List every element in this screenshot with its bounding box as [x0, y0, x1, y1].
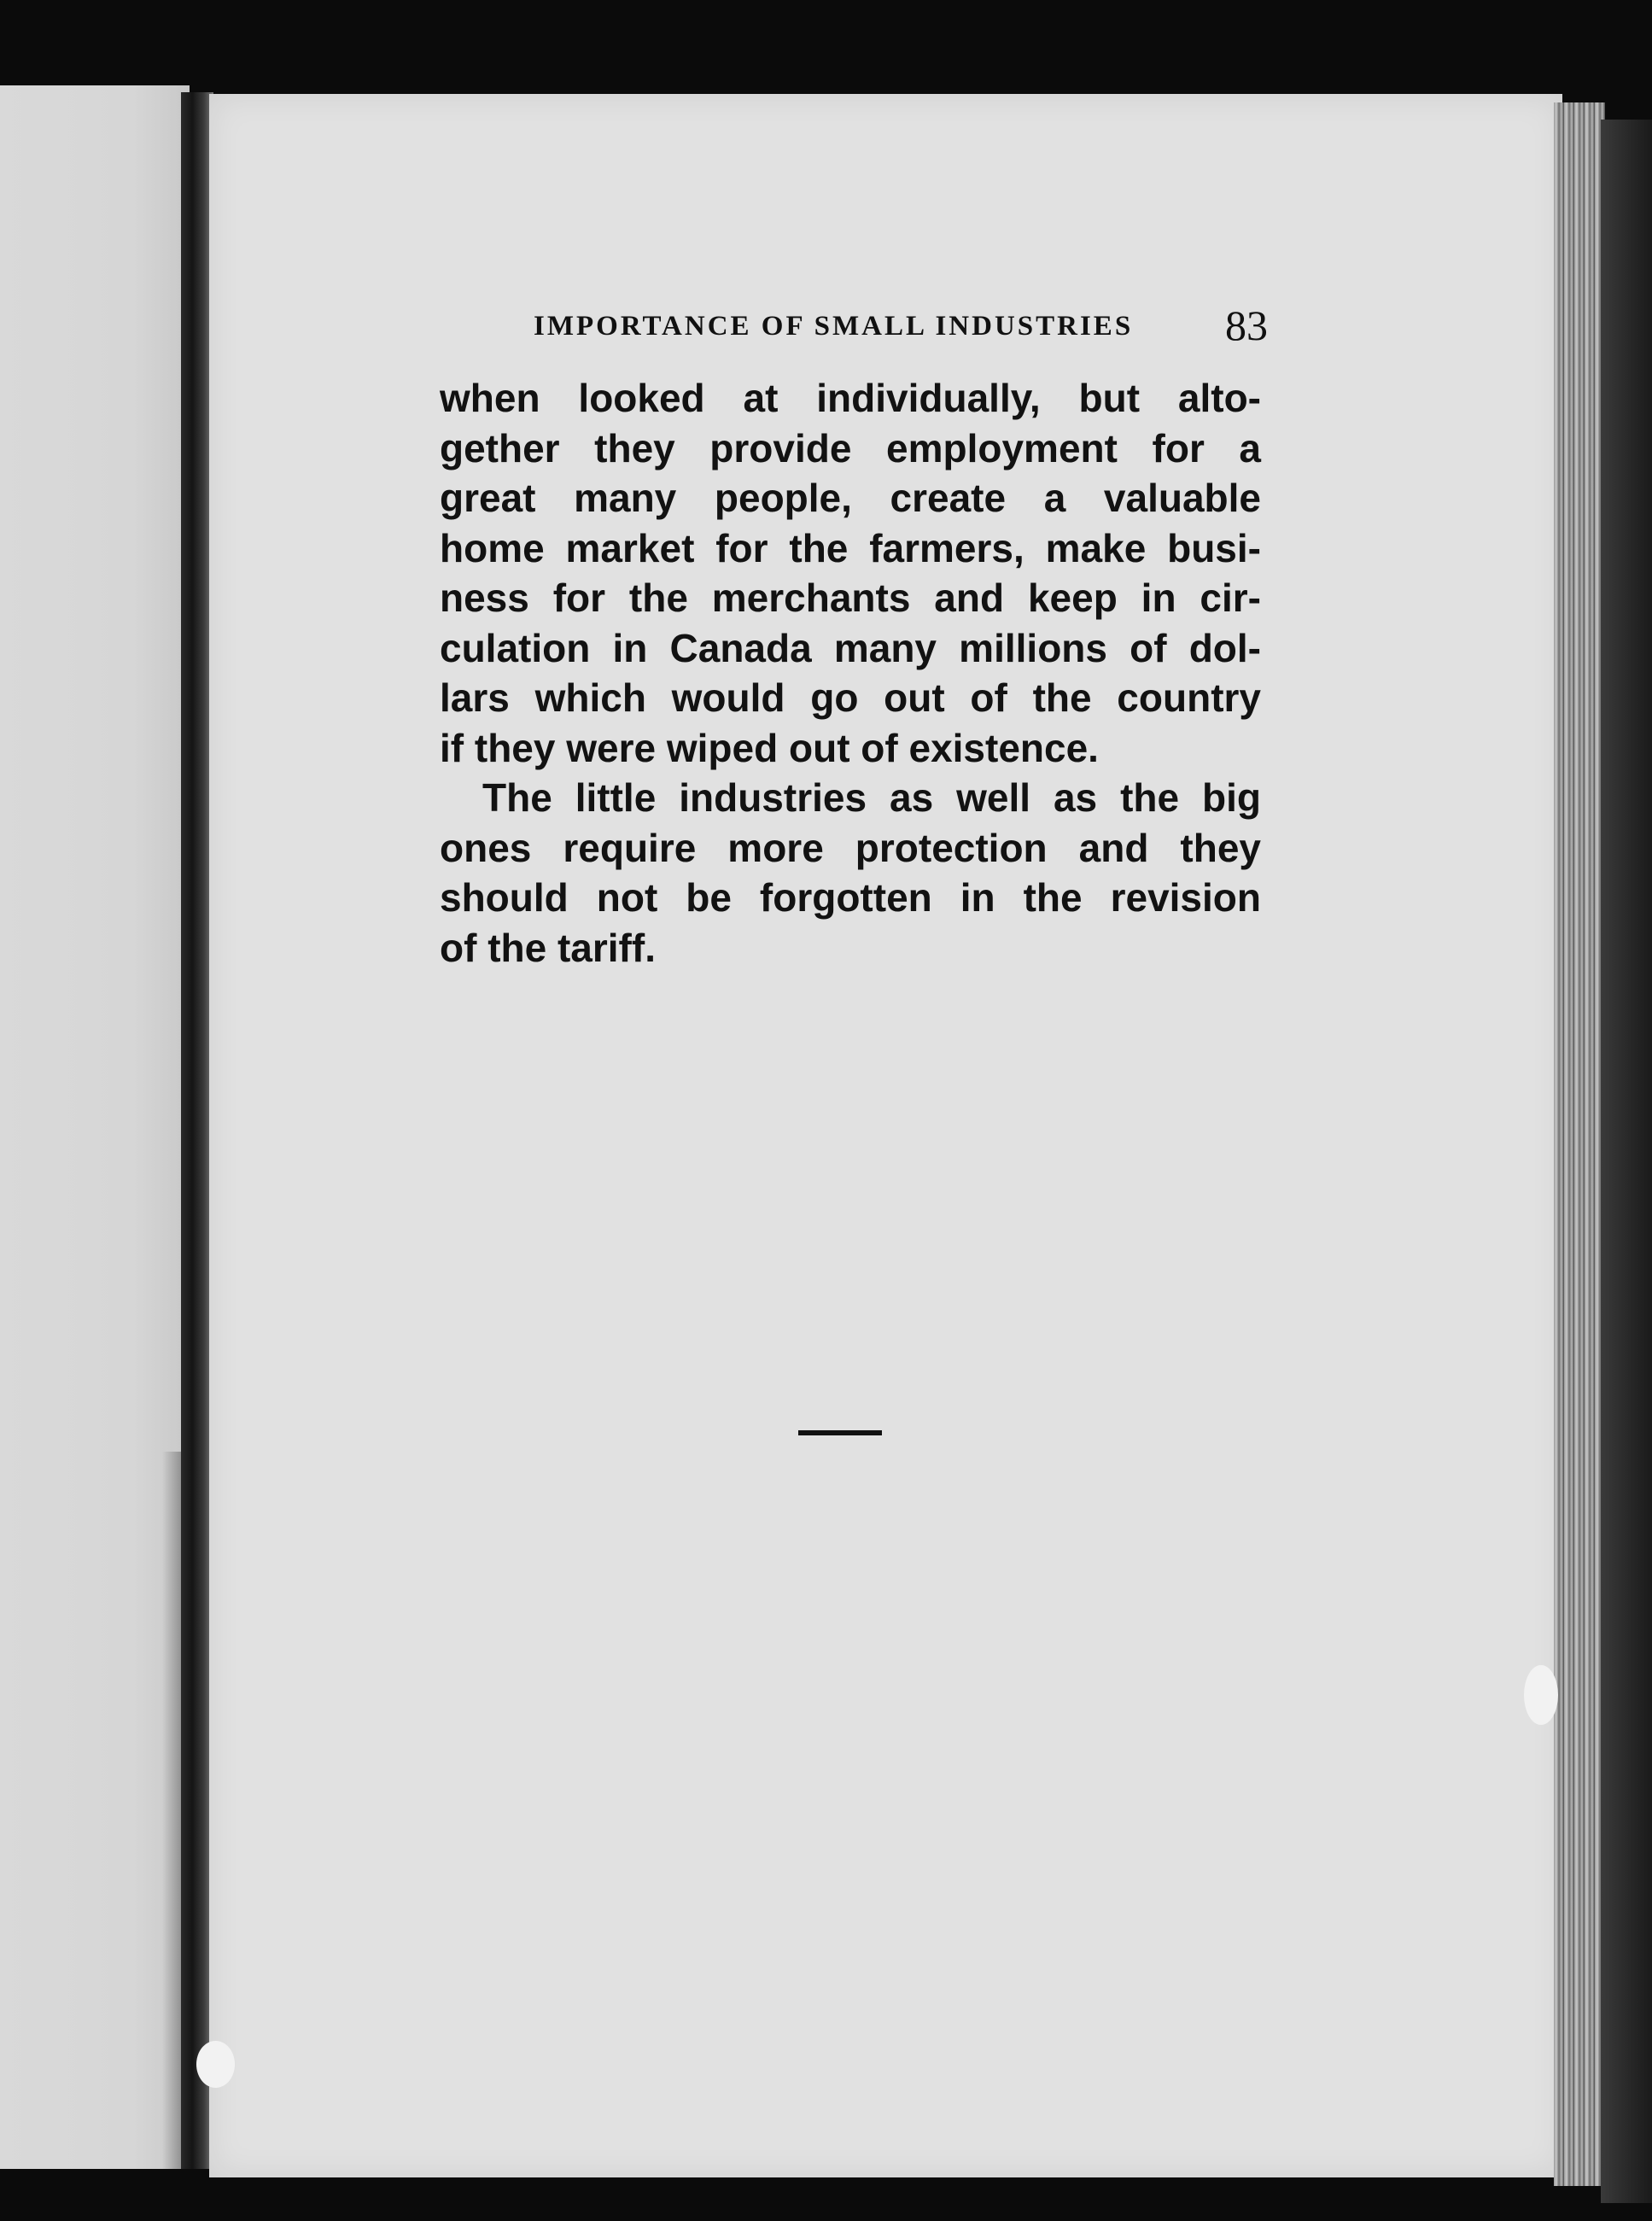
book-cover-edge	[1601, 120, 1652, 2203]
text-line: when looked at individually, but alto-	[440, 376, 1261, 420]
end-of-chapter-rule	[798, 1430, 882, 1435]
text-line: if they were wiped out of existence.	[440, 725, 1099, 770]
text-line: great many people, create a valuable	[440, 476, 1261, 520]
paper-blemish	[196, 2041, 235, 2088]
page-fore-edge	[1554, 102, 1605, 2186]
text-line: ness for the merchants and keep in cir-	[440, 576, 1261, 620]
text-line: of the tariff.	[440, 925, 656, 970]
text-line: gether they provide employment for a	[440, 425, 1261, 471]
paragraph	[440, 773, 1261, 973]
text-line: lars which would go out of the country	[440, 675, 1261, 720]
page-number: 83	[1225, 301, 1268, 349]
text-line: home market for the farmers, make busi-	[440, 525, 1261, 570]
paper-blemish	[1524, 1665, 1558, 1725]
facing-page-edge	[0, 85, 190, 2169]
text-line: should not be forgotten in the revision	[440, 875, 1261, 920]
paragraph	[440, 373, 1261, 773]
running-head	[534, 301, 1268, 352]
text-line: culation in Canada many millions of dol-	[440, 625, 1261, 670]
text-line: The little industries as well as the big	[482, 775, 1261, 820]
text-line: ones require more protection and they	[440, 825, 1261, 870]
running-head-title: IMPORTANCE OF SMALL INDUSTRIES	[534, 311, 1134, 342]
body-text	[440, 373, 1261, 973]
